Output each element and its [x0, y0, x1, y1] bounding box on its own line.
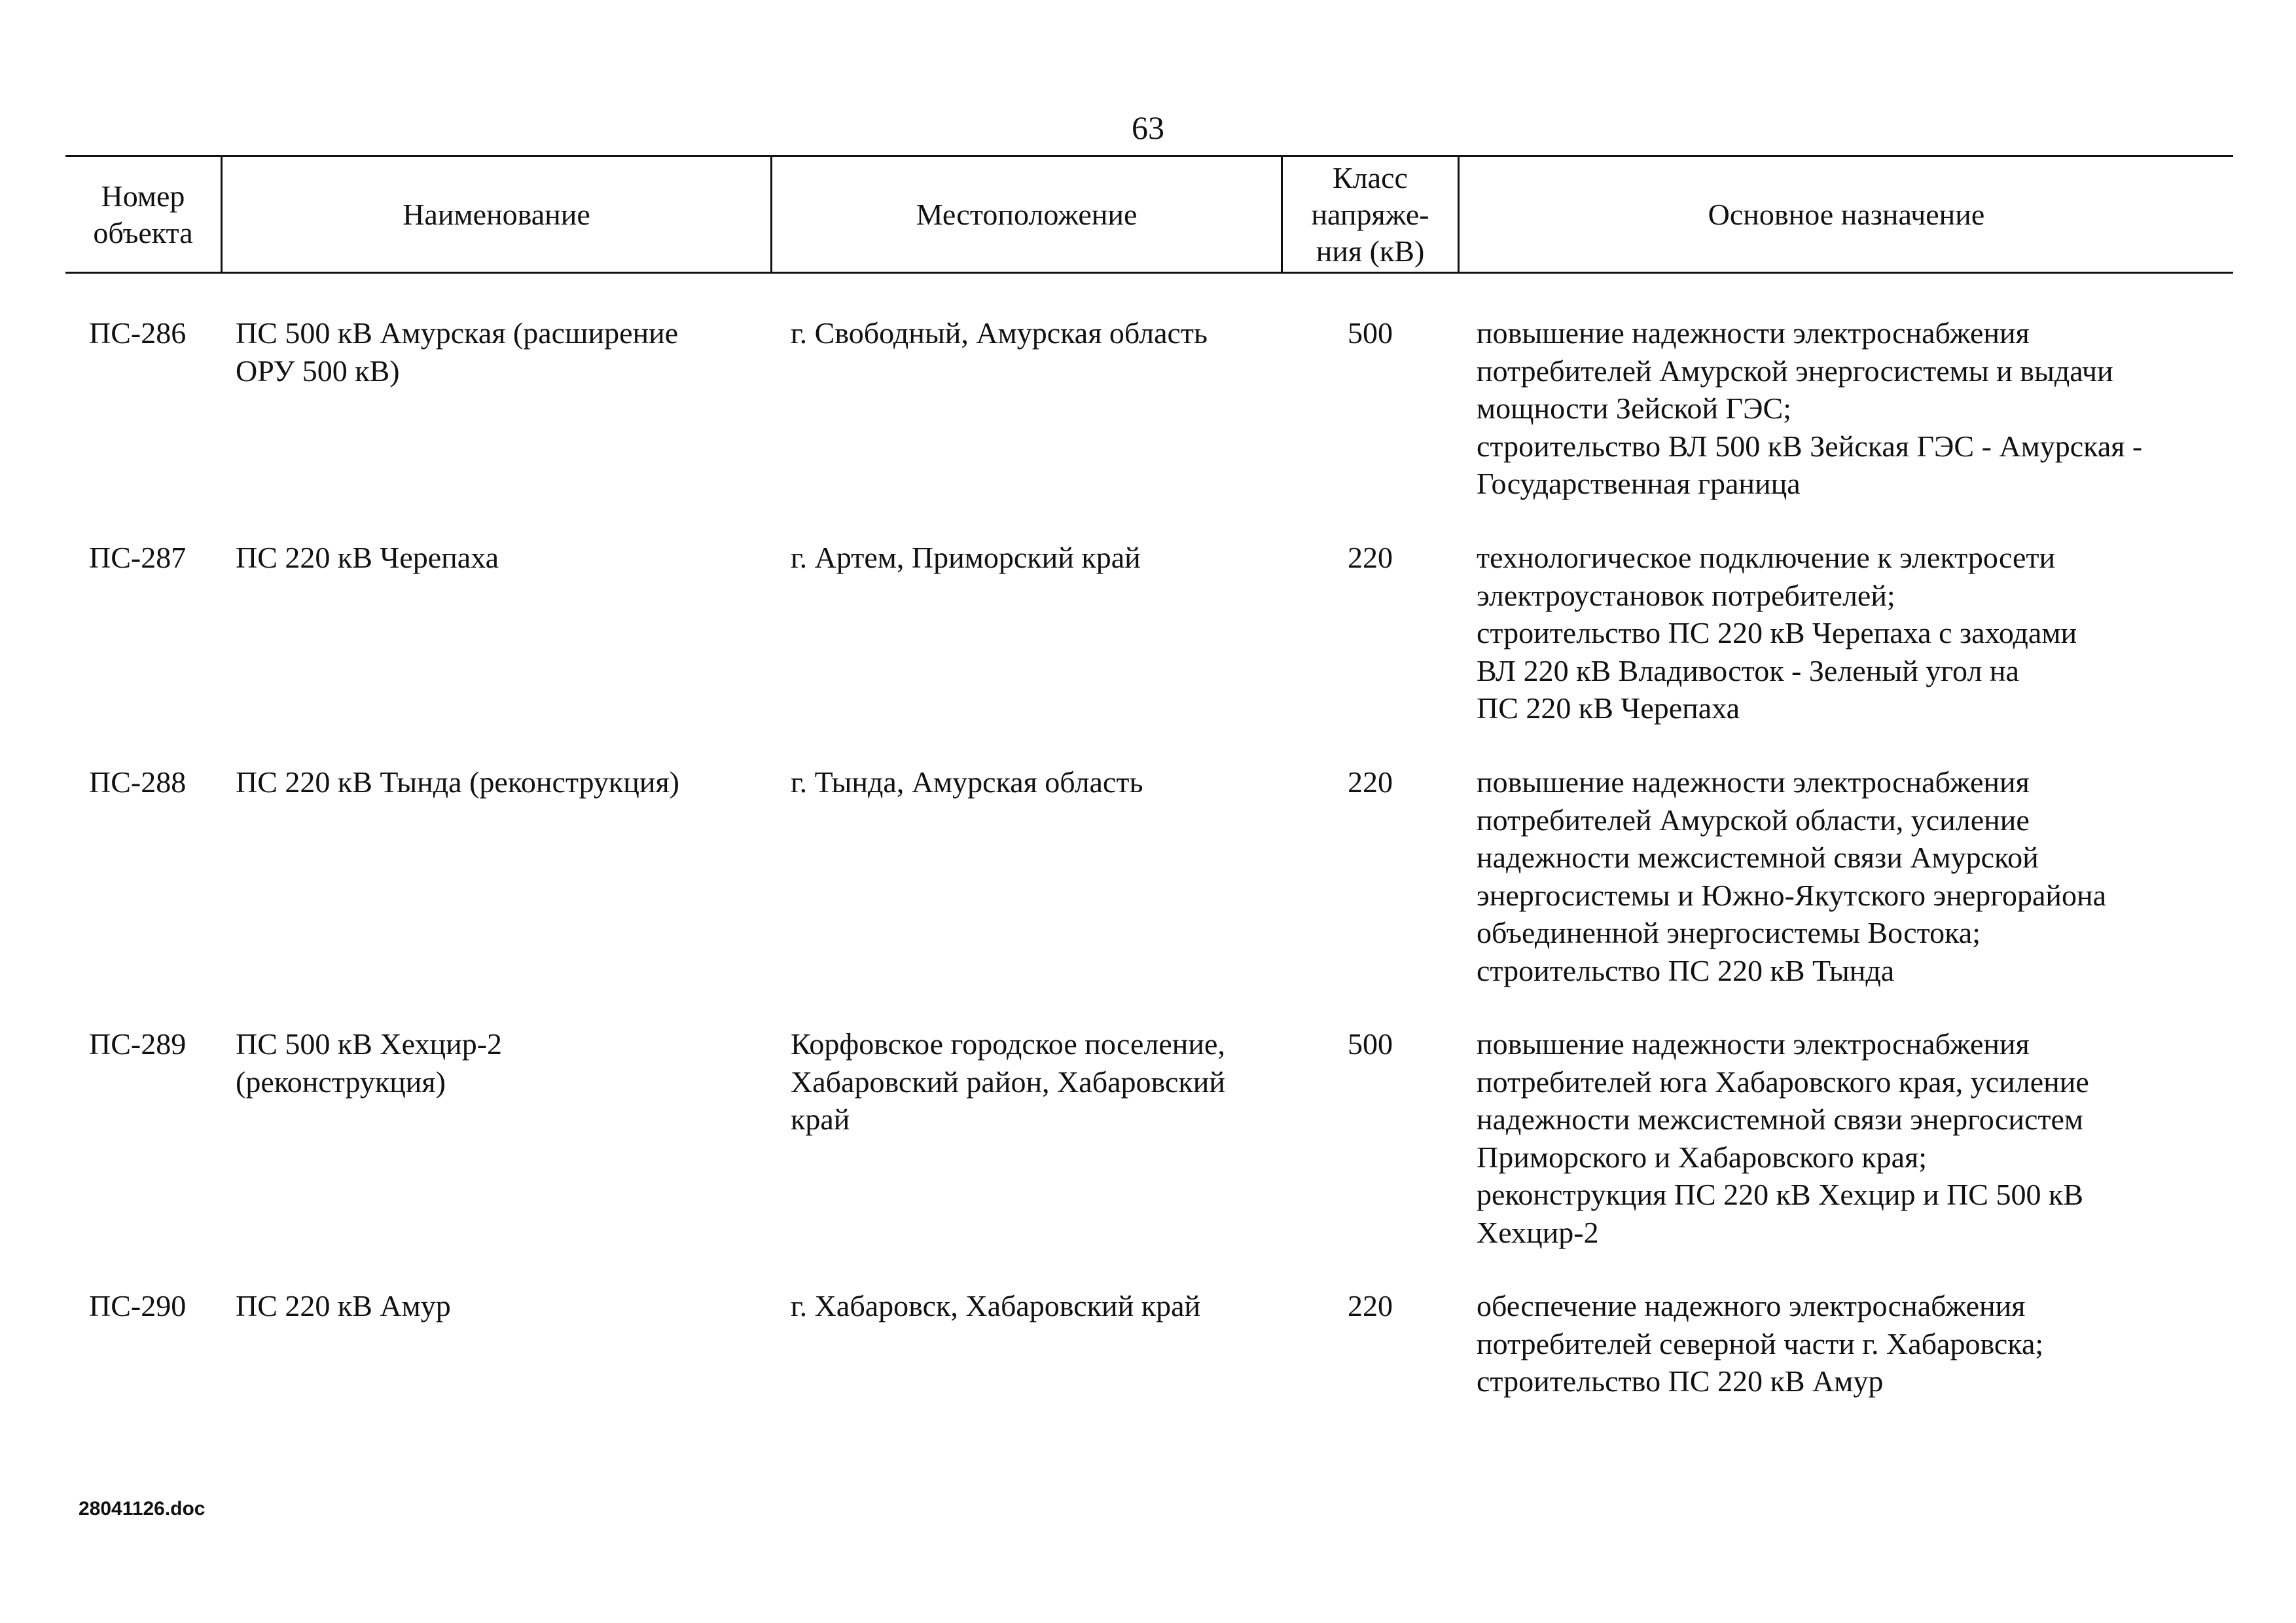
cell-name [236, 314, 759, 390]
cell-purpose-line: потребителей юга Хабаровского края, усиление [1477, 1065, 2089, 1099]
cell-location [791, 763, 1275, 801]
cell-number: ПС-290 [89, 1289, 187, 1322]
cell-name-line: (реконструкция) [236, 1065, 446, 1099]
header-location: Местоположение [916, 197, 1138, 231]
page-number: 63 [1132, 109, 1164, 146]
cell-name-line: ПС 220 кВ Тында (реконструкция) [236, 765, 679, 799]
cell-purpose-line: надежности межсистемной связи Амурской [1477, 841, 2039, 874]
cell-purpose-line: повышение надежности электроснабжения [1477, 316, 2030, 350]
cell-purpose-line: Приморского и Хабаровского края; [1477, 1140, 1927, 1174]
cell-location-line: г. Тында, Амурская область [791, 765, 1143, 799]
cell-purpose [1477, 314, 2229, 503]
cell-purpose-line: Хехцир-2 [1477, 1215, 1599, 1249]
cell-location-line: г. Артем, Приморский край [791, 541, 1141, 574]
cell-purpose-line: ПС 220 кВ Черепаха [1477, 691, 1740, 725]
cell-location [791, 1287, 1275, 1325]
objects-table [65, 155, 2233, 1398]
cell-purpose-line: энергосистемы и Южно-Якутского энергорайона [1477, 878, 2107, 912]
cell-purpose-line: повышение надежности электроснабжения [1477, 1027, 2030, 1061]
cell-name [236, 1025, 759, 1101]
cell-purpose-line: электроустановок потребителей; [1477, 578, 1895, 612]
cell-voltage: 220 [1348, 541, 1393, 574]
header-number [65, 157, 221, 272]
cell-name [236, 539, 759, 577]
cell-voltage: 220 [1348, 765, 1393, 799]
cell-number: ПС-289 [89, 1027, 187, 1061]
cell-location [791, 314, 1275, 352]
cell-voltage: 500 [1348, 1027, 1393, 1061]
header-voltage-line: напряже- [1311, 197, 1429, 231]
cell-purpose [1477, 1025, 2229, 1251]
cell-purpose-line: Государственная граница [1477, 467, 1801, 500]
cell-purpose-line: повышение надежности электроснабжения [1477, 765, 2030, 799]
header-voltage-line: ния (кВ) [1316, 234, 1425, 268]
cell-purpose-line: надежности межсистемной связи энергосистем [1477, 1103, 2084, 1136]
header-voltage-line: Класс [1333, 160, 1408, 194]
cell-number: ПС-287 [89, 541, 187, 574]
cell-name-line: ПС 500 кВ Амурская (расширение [236, 316, 679, 350]
cell-location [791, 1025, 1275, 1139]
cell-voltage: 220 [1348, 1289, 1393, 1322]
footer-file-name: 28041126.doc [79, 1498, 206, 1520]
cell-purpose-line: объединенной энергосистемы Востока; [1477, 916, 1981, 949]
cell-purpose [1477, 1287, 2229, 1400]
cell-purpose-line: мощности Зейской ГЭС; [1477, 392, 1791, 425]
cell-purpose-line: строительство ПС 220 кВ Тында [1477, 953, 1895, 987]
cell-location-line: край [791, 1103, 850, 1136]
cell-purpose-line: потребителей Амурской энергосистемы и выдачи [1477, 354, 2113, 388]
cell-name-line: ПС 220 кВ Черепаха [236, 541, 499, 574]
cell-purpose-line: обеспечение надежного электроснабжения [1477, 1289, 2026, 1322]
cell-purpose-line: ВЛ 220 кВ Владивосток - Зеленый угол на [1477, 653, 2019, 687]
header-name: Наименование [403, 197, 590, 231]
cell-purpose-line: строительство ПС 220 кВ Черепаха с заходами [1477, 616, 2077, 649]
cell-location-line: Хабаровский район, Хабаровский [791, 1065, 1225, 1099]
header-purpose: Основное назначение [1708, 197, 1985, 231]
cell-purpose-line: строительство ВЛ 500 кВ Зейская ГЭС - Амурская - [1477, 429, 2143, 463]
cell-name-line: ПС 500 кВ Хехцир-2 [236, 1027, 503, 1061]
cell-number: ПС-288 [89, 765, 187, 799]
cell-name [236, 1287, 759, 1325]
cell-purpose [1477, 763, 2229, 989]
cell-name [236, 763, 759, 801]
cell-voltage: 500 [1348, 316, 1393, 350]
cell-location-line: г. Хабаровск, Хабаровский край [791, 1289, 1201, 1322]
cell-purpose-line: потребителей Амурской области, усиление [1477, 803, 2030, 837]
cell-name-line: ОРУ 500 кВ) [236, 354, 400, 388]
cell-purpose-line: потребителей северной части г. Хабаровска; [1477, 1326, 2044, 1360]
cell-purpose-line: строительство ПС 220 кВ Амур [1477, 1364, 1884, 1398]
cell-purpose-line: реконструкция ПС 220 кВ Хехцир и ПС 500 кВ [1477, 1178, 2084, 1211]
table-header [65, 155, 2233, 274]
cell-location-line: Корфовское городское поселение, [791, 1027, 1225, 1061]
header-voltage [1283, 157, 1458, 272]
cell-location-line: г. Свободный, Амурская область [791, 316, 1208, 350]
header-number-line: Номер [101, 179, 185, 213]
header-number-line: объекта [93, 215, 193, 249]
cell-number: ПС-286 [89, 316, 187, 350]
cell-purpose [1477, 539, 2229, 727]
cell-location [791, 539, 1275, 577]
cell-name-line: ПС 220 кВ Амур [236, 1289, 451, 1322]
cell-purpose-line: технологическое подключение к электросети [1477, 541, 2056, 574]
